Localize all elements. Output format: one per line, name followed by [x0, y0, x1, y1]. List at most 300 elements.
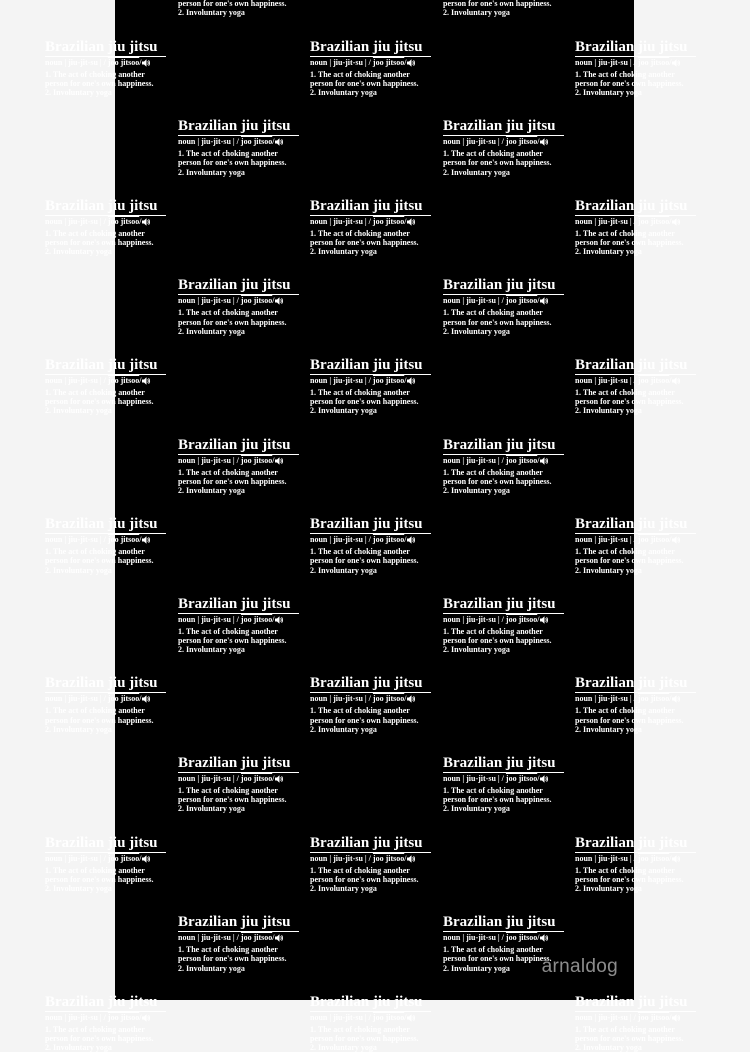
phonetic-open: / — [501, 296, 506, 306]
separator: | — [627, 535, 634, 545]
term-title: Brazilian jiu jitsu — [575, 835, 696, 853]
term-title: Brazilian jiu jitsu — [45, 516, 166, 534]
phonetic-close: / — [669, 1012, 672, 1022]
definition-2: 2. Involuntary yoga — [45, 1043, 112, 1052]
syllables: jiu-jit-su — [68, 853, 98, 863]
part-of-speech: noun — [45, 853, 63, 863]
separator: | — [62, 694, 69, 704]
syllables: jiu-jit-su — [68, 694, 98, 704]
speaker-icon — [672, 536, 681, 544]
pronunciation-line — [178, 456, 308, 466]
term-title: Brazilian jiu jitsu — [310, 39, 431, 57]
separator: | — [495, 614, 502, 624]
syllables: jiu-jit-su — [466, 137, 496, 147]
definition-1: 1. The act of choking another person for one's own happiness. — [178, 149, 287, 168]
definition-2: 2. Involuntary yoga — [310, 406, 377, 416]
speaker-icon — [142, 377, 151, 385]
definitions — [45, 866, 169, 894]
separator: | — [592, 853, 599, 863]
pronunciation-line — [45, 58, 175, 68]
definition-1: 1. The act of choking another person for one's own happiness. — [443, 308, 552, 327]
phonetic-close: / — [139, 853, 142, 863]
term-title: Brazilian jiu jitsu — [443, 755, 564, 773]
definition-1: 1. The act of choking another person for one's own happiness. — [443, 149, 552, 168]
syllables: jiu-jit-su — [598, 535, 628, 545]
syllables: jiu-jit-su — [201, 455, 231, 465]
pronunciation-line — [443, 296, 573, 306]
phonetic-close: / — [404, 535, 407, 545]
definition-1: 1. The act of choking another person for one's own happiness. — [310, 228, 419, 247]
part-of-speech: noun — [443, 774, 461, 783]
syllables: jiu-jit-su — [201, 933, 231, 943]
phonetic-open: / — [368, 853, 373, 863]
definitions — [575, 1025, 699, 1052]
term-title: Brazilian jiu jitsu — [45, 835, 166, 853]
pronunciation-line — [575, 694, 705, 704]
definition-2: 2. Involuntary yoga — [178, 645, 245, 655]
pronunciation-line — [178, 615, 308, 625]
term-title: Brazilian jiu jitsu — [443, 596, 564, 614]
term-title: Brazilian jiu jitsu — [575, 357, 696, 375]
phonetic-spelling: joo jitsoo — [637, 57, 670, 67]
separator: | — [230, 455, 237, 465]
separator: | — [327, 376, 334, 385]
definition-2: 2. Involuntary yoga — [575, 406, 642, 416]
phonetic-open: / — [103, 694, 108, 704]
part-of-speech: noun — [575, 376, 593, 385]
separator: | — [362, 853, 369, 863]
definition-tile — [45, 516, 175, 575]
phonetic-open: / — [633, 535, 638, 545]
phonetic-spelling: joo jitsoo — [637, 853, 670, 863]
separator: | — [627, 694, 634, 704]
separator: | — [230, 296, 237, 306]
phonetic-open: / — [368, 216, 373, 226]
phonetic-spelling: joo jitsoo — [240, 774, 273, 783]
definition-tile — [443, 0, 573, 18]
phonetic-open: / — [368, 376, 373, 385]
syllables: jiu-jit-su — [466, 774, 496, 783]
separator: | — [327, 1012, 334, 1022]
part-of-speech: noun — [178, 614, 196, 624]
definitions — [443, 468, 567, 496]
phonetic-spelling: joo jitsoo — [372, 853, 405, 863]
syllables: jiu-jit-su — [201, 614, 231, 624]
phonetic-open: / — [236, 455, 241, 465]
phonetic-spelling: joo jitsoo — [505, 614, 538, 624]
part-of-speech: noun — [443, 296, 461, 306]
definition-1: 1. The act of choking another person for one's own happiness. — [310, 1024, 419, 1043]
definition-1: 1. The act of choking another person for one's own happiness. — [45, 547, 154, 566]
pronunciation-line — [443, 456, 573, 466]
phonetic-close: / — [537, 137, 540, 147]
definitions — [575, 547, 699, 575]
separator: | — [460, 774, 467, 783]
definition-tile — [178, 277, 308, 336]
definitions — [575, 70, 699, 98]
phonetic-open: / — [236, 137, 241, 147]
definitions — [310, 70, 434, 98]
definition-1: 1. The act of choking another person for one's own happiness. — [575, 706, 684, 725]
syllables: jiu-jit-su — [466, 933, 496, 943]
separator: | — [495, 455, 502, 465]
definitions — [443, 149, 567, 177]
syllables: jiu-jit-su — [333, 1012, 363, 1022]
term-title: Brazilian jiu jitsu — [310, 198, 431, 216]
phonetic-spelling: joo jitsoo — [240, 137, 273, 147]
definition-2: 2. Involuntary yoga — [178, 8, 245, 18]
syllables: jiu-jit-su — [68, 216, 98, 226]
definitions — [178, 786, 302, 814]
phonetic-spelling: joo jitsoo — [505, 137, 538, 147]
separator: | — [97, 376, 104, 385]
phonetic-close: / — [537, 455, 540, 465]
separator: | — [195, 774, 202, 783]
definition-1: 1. The act of choking another person for one's own happiness. — [310, 547, 419, 566]
phonetic-open: / — [236, 296, 241, 306]
term-title: Brazilian jiu jitsu — [575, 516, 696, 534]
definitions — [45, 706, 169, 734]
phonetic-open: / — [368, 1012, 373, 1022]
speaker-icon — [275, 297, 284, 305]
pronunciation-line — [310, 694, 440, 704]
phonetic-spelling: joo jitsoo — [637, 1012, 670, 1022]
speaker-icon — [407, 536, 416, 544]
definition-tile — [575, 516, 705, 575]
pronunciation-line — [310, 535, 440, 545]
syllables: jiu-jit-su — [201, 774, 231, 783]
definitions — [575, 866, 699, 894]
syllables: jiu-jit-su — [466, 614, 496, 624]
definitions — [575, 388, 699, 416]
phonetic-spelling: joo jitsoo — [107, 535, 140, 545]
definition-2: 2. Involuntary yoga — [45, 88, 112, 97]
definition-1: 1. The act of choking another person for one's own happiness. — [178, 626, 287, 645]
phonetic-open: / — [633, 216, 638, 226]
speaker-icon — [275, 616, 284, 624]
separator: | — [460, 137, 467, 147]
term-title: Brazilian jiu jitsu — [443, 118, 564, 136]
definition-tile — [575, 39, 705, 98]
speaker-icon — [672, 218, 681, 226]
syllables: jiu-jit-su — [598, 57, 628, 67]
speaker-icon — [407, 218, 416, 226]
term-title: Brazilian jiu jitsu — [443, 914, 564, 932]
part-of-speech: noun — [45, 535, 63, 545]
definitions — [45, 70, 169, 98]
separator: | — [495, 137, 502, 147]
separator: | — [97, 57, 104, 67]
definition-1: 1. The act of choking another person for one's own happiness. — [310, 388, 419, 407]
separator: | — [97, 535, 104, 545]
speaker-icon — [672, 377, 681, 385]
pronunciation-line — [45, 376, 175, 386]
part-of-speech: noun — [575, 1012, 593, 1022]
definition-1: person for one's own happiness. — [443, 0, 552, 9]
separator: | — [62, 376, 69, 385]
definitions — [45, 388, 169, 416]
separator: | — [195, 137, 202, 147]
speaker-icon — [142, 218, 151, 226]
separator: | — [327, 57, 334, 67]
term-title: Brazilian jiu jitsu — [575, 39, 696, 57]
separator: | — [627, 1012, 634, 1022]
definitions — [575, 229, 699, 257]
part-of-speech: noun — [443, 614, 461, 624]
pronunciation-line — [178, 296, 308, 306]
definition-2: 2. Involuntary yoga — [178, 963, 245, 973]
phonetic-open: / — [501, 455, 506, 465]
part-of-speech: noun — [575, 535, 593, 545]
phonetic-spelling: joo jitsoo — [240, 296, 273, 306]
definition-2: 2. Involuntary yoga — [310, 724, 377, 734]
pronunciation-line — [178, 774, 308, 784]
phonetic-close: / — [139, 376, 142, 385]
separator: | — [495, 296, 502, 306]
separator: | — [362, 376, 369, 385]
definition-tile — [45, 675, 175, 734]
pronunciation-line — [443, 615, 573, 625]
separator: | — [62, 535, 69, 545]
definition-1: 1. The act of choking another person for one's own happiness. — [443, 626, 552, 645]
definitions — [310, 1025, 434, 1052]
syllables: jiu-jit-su — [333, 535, 363, 545]
definition-tile — [575, 835, 705, 894]
phonetic-open: / — [103, 216, 108, 226]
separator: | — [97, 1012, 104, 1022]
pronunciation-line — [575, 1013, 705, 1023]
phonetic-spelling: joo jitsoo — [637, 694, 670, 704]
definition-tile — [45, 198, 175, 257]
syllables: jiu-jit-su — [333, 57, 363, 67]
syllables: jiu-jit-su — [466, 296, 496, 306]
definition-tile — [45, 357, 175, 416]
separator: | — [592, 1012, 599, 1022]
separator: | — [230, 614, 237, 624]
separator: | — [592, 694, 599, 704]
term-title: Brazilian jiu jitsu — [575, 675, 696, 693]
term-title: Brazilian jiu jitsu — [45, 994, 166, 1012]
definition-1: 1. The act of choking another person for one's own happiness. — [575, 547, 684, 566]
syllables: jiu-jit-su — [333, 216, 363, 226]
part-of-speech: noun — [45, 216, 63, 226]
definition-2: 2. Involuntary yoga — [310, 1043, 377, 1052]
term-title: Brazilian jiu jitsu — [45, 198, 166, 216]
part-of-speech: noun — [443, 933, 461, 943]
separator: | — [327, 216, 334, 226]
pronunciation-line — [45, 854, 175, 864]
speaker-icon — [672, 59, 681, 67]
definition-2: 2. Involuntary yoga — [575, 565, 642, 575]
term-title: Brazilian jiu jitsu — [45, 357, 166, 375]
separator: | — [195, 614, 202, 624]
speaker-icon — [275, 775, 284, 783]
definition-tile — [178, 914, 308, 973]
definition-2: 2. Involuntary yoga — [178, 804, 245, 814]
definition-tile — [443, 755, 573, 814]
definition-2: 2. Involuntary yoga — [575, 724, 642, 734]
phonetic-open: / — [633, 57, 638, 67]
definition-tile — [443, 118, 573, 177]
phonetic-open: / — [103, 376, 108, 385]
definition-1: 1. The act of choking another person for one's own happiness. — [443, 786, 552, 805]
pronunciation-line — [178, 137, 308, 147]
term-title: Brazilian jiu jitsu — [443, 277, 564, 295]
phonetic-close: / — [537, 614, 540, 624]
syllables: jiu-jit-su — [598, 376, 628, 385]
phonetic-spelling: joo jitsoo — [107, 57, 140, 67]
definitions — [45, 547, 169, 575]
speaker-icon — [672, 695, 681, 703]
pronunciation-line — [575, 376, 705, 386]
separator: | — [362, 1012, 369, 1022]
pronunciation-line — [443, 774, 573, 784]
speaker-icon — [142, 536, 151, 544]
phonetic-spelling: joo jitsoo — [637, 376, 670, 385]
definition-2: 2. Involuntary yoga — [575, 247, 642, 257]
part-of-speech: noun — [178, 137, 196, 147]
phonetic-open: / — [368, 57, 373, 67]
separator: | — [97, 694, 104, 704]
speaker-icon — [540, 297, 549, 305]
definition-2: 2. Involuntary yoga — [310, 247, 377, 257]
syllables: jiu-jit-su — [333, 853, 363, 863]
definitions — [310, 866, 434, 894]
phonetic-open: / — [633, 1012, 638, 1022]
term-title: Brazilian jiu jitsu — [178, 277, 299, 295]
phonetic-close: / — [139, 57, 142, 67]
syllables: jiu-jit-su — [333, 694, 363, 704]
separator: | — [362, 216, 369, 226]
speaker-icon — [540, 934, 549, 942]
definition-2: 2. Involuntary yoga — [443, 326, 510, 336]
pronunciation-line — [45, 694, 175, 704]
separator: | — [627, 57, 634, 67]
definition-1: 1. The act of choking another person for one's own happiness. — [443, 945, 552, 964]
phonetic-close: / — [537, 296, 540, 306]
phonetic-close: / — [404, 1012, 407, 1022]
definition-1: 1. The act of choking another person for one's own happiness. — [575, 388, 684, 407]
definition-1: 1. The act of choking another person for one's own happiness. — [178, 308, 287, 327]
definition-1: 1. The act of choking another person for one's own happiness. — [575, 69, 684, 88]
separator: | — [230, 774, 237, 783]
phonetic-spelling: joo jitsoo — [505, 296, 538, 306]
definition-tile — [575, 994, 705, 1052]
definition-2: 2. Involuntary yoga — [45, 884, 112, 893]
separator: | — [592, 376, 599, 385]
definition-2: 2. Involuntary yoga — [310, 565, 377, 575]
definition-tile — [178, 437, 308, 496]
speaker-icon — [142, 1014, 151, 1022]
part-of-speech: noun — [45, 57, 63, 67]
part-of-speech: noun — [310, 694, 328, 704]
part-of-speech: noun — [310, 376, 328, 385]
part-of-speech: noun — [575, 853, 593, 863]
pronunciation-line — [45, 535, 175, 545]
speaker-icon — [407, 1014, 416, 1022]
syllables: jiu-jit-su — [598, 853, 628, 863]
phonetic-spelling: joo jitsoo — [107, 694, 140, 704]
part-of-speech: noun — [310, 853, 328, 863]
phonetic-spelling: joo jitsoo — [107, 1012, 140, 1022]
definition-2: 2. Involuntary yoga — [443, 645, 510, 655]
phonetic-close: / — [669, 376, 672, 385]
pronunciation-line — [45, 1013, 175, 1023]
phonetic-open: / — [501, 933, 506, 943]
definition-1: 1. The act of choking another person for one's own happiness. — [45, 228, 154, 247]
definitions — [45, 1025, 169, 1052]
term-title: Brazilian jiu jitsu — [310, 675, 431, 693]
separator: | — [627, 216, 634, 226]
separator: | — [327, 694, 334, 704]
definitions — [310, 229, 434, 257]
definition-2: 2. Involuntary yoga — [575, 88, 642, 97]
separator: | — [362, 57, 369, 67]
speaker-icon — [142, 695, 151, 703]
term-title: Brazilian jiu jitsu — [310, 516, 431, 534]
phonetic-close: / — [139, 535, 142, 545]
phonetic-close: / — [272, 137, 275, 147]
phonetic-close: / — [404, 216, 407, 226]
separator: | — [627, 376, 634, 385]
pronunciation-line — [310, 376, 440, 386]
definition-tile — [45, 39, 175, 98]
syllables: jiu-jit-su — [598, 694, 628, 704]
phonetic-close: / — [537, 774, 540, 783]
phonetic-close: / — [404, 853, 407, 863]
syllables: jiu-jit-su — [68, 376, 98, 385]
speaker-icon — [275, 934, 284, 942]
phonetic-close: / — [404, 694, 407, 704]
pronunciation-line — [310, 1013, 440, 1023]
phonetic-spelling: joo jitsoo — [107, 216, 140, 226]
part-of-speech: noun — [45, 694, 63, 704]
phonetic-open: / — [501, 774, 506, 783]
definitions — [443, 786, 567, 814]
part-of-speech: noun — [443, 137, 461, 147]
separator: | — [460, 614, 467, 624]
part-of-speech: noun — [178, 933, 196, 943]
separator: | — [627, 853, 634, 863]
phonetic-open: / — [103, 853, 108, 863]
definition-2: 2. Involuntary yoga — [443, 486, 510, 495]
phonetic-open: / — [103, 535, 108, 545]
definition-1: 1. The act of choking another person for one's own happiness. — [310, 69, 419, 88]
definition-tile — [178, 118, 308, 177]
separator: | — [62, 853, 69, 863]
term-title: Brazilian jiu jitsu — [45, 39, 166, 57]
term-title: Brazilian jiu jitsu — [310, 835, 431, 853]
phonetic-close: / — [404, 376, 407, 385]
term-title: Brazilian jiu jitsu — [178, 755, 299, 773]
phonetic-open: / — [368, 535, 373, 545]
part-of-speech: noun — [310, 1012, 328, 1022]
term-title: Brazilian jiu jitsu — [575, 198, 696, 216]
phonetic-spelling: joo jitsoo — [372, 57, 405, 67]
definition-2: 2. Involuntary yoga — [575, 884, 642, 893]
term-title: Brazilian jiu jitsu — [575, 994, 696, 1012]
definition-1: 1. The act of choking another person for one's own happiness. — [178, 945, 287, 964]
phonetic-open: / — [633, 853, 638, 863]
syllables: jiu-jit-su — [68, 57, 98, 67]
phonetic-open: / — [633, 694, 638, 704]
pattern-panel — [45, 0, 688, 1052]
syllables: jiu-jit-su — [333, 376, 363, 385]
phonetic-close: / — [537, 933, 540, 943]
term-title: Brazilian jiu jitsu — [178, 914, 299, 932]
definition-tile — [310, 516, 440, 575]
part-of-speech: noun — [178, 296, 196, 306]
